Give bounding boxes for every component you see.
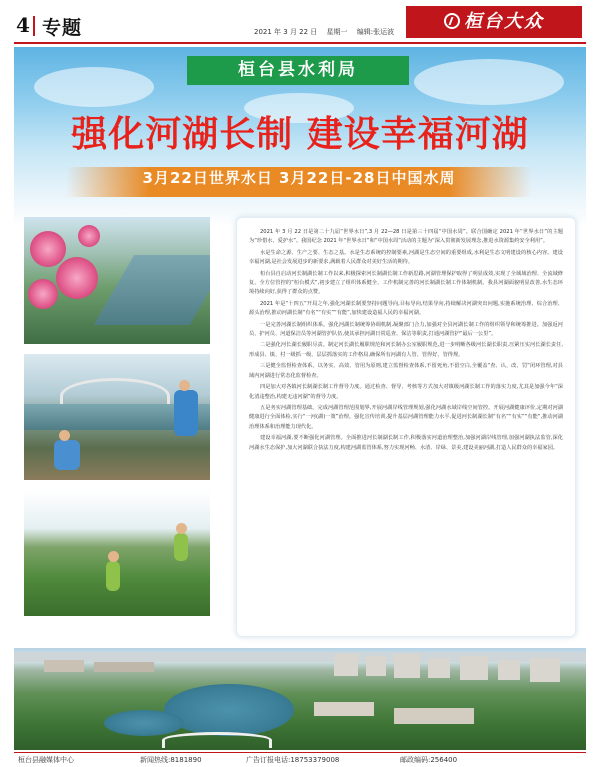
- page-footer: [14, 752, 586, 767]
- worker-figure: [54, 440, 80, 470]
- building-shape: [460, 656, 488, 680]
- bridge-shape: [162, 732, 272, 748]
- building-shape: [498, 660, 520, 680]
- footer-office: 桓台县融媒体中心: [18, 756, 74, 764]
- building-shape: [44, 660, 84, 672]
- building-shape: [394, 654, 420, 678]
- section-title: 专题: [42, 17, 83, 39]
- issue-date: 2021 年 3 月 22 日: [254, 28, 318, 36]
- article-paragraph: 2021 年 3 月 22 日是第二十九届“世界水日”,3 月 22—28 日是第三十四届“中国水周”。联合国确定 2021 年“世界水日”的主题为“珍惜水、爱护水”。我国纪念 2021 年“世界水日”和“中国水周”活动的主题为“深入贯彻新发展理念,推进水资源集约安全利用”。: [249, 229, 563, 245]
- header-rule: [14, 42, 586, 44]
- building-shape: [94, 662, 154, 672]
- footer-news-hotline: 新闻热线:8181890: [140, 756, 202, 764]
- newspaper-logo: [406, 6, 582, 38]
- header-divider: [33, 16, 35, 36]
- article-paragraph: 二是强化河长湖长履职尽责。制定河长湖长履职规范和河长制办公室履职规范,进一步明晰各级河长湖长职责,压紧压实河长湖长责任,形成县、镇、村一级抓一级、层层抓落实的工作格局,确保所有河湖有人管、管得好、管得规。: [249, 342, 563, 358]
- newspaper-name: 桓台大众: [464, 11, 544, 32]
- article-paragraph: 三是健全监督检查体系。以务实、高效、管用为原则,建立监督检查体系,不留死角,不留空白,全覆盖“查、认、改、罚”闭环管理,对县域内河湖进行常态化监督检查。: [249, 363, 563, 379]
- rose-shape: [78, 225, 100, 247]
- article-body: [236, 217, 576, 637]
- issue-info: [254, 27, 401, 37]
- building-shape: [428, 658, 450, 678]
- rose-shape: [30, 231, 66, 267]
- building-shape: [334, 654, 358, 676]
- article-paragraph: 五是务实河湖管理基础。完成河湖管理范围划界,开展河湖岸线管理规划,强化河湖水域岸线空间管控。开展河湖健康评价,定期对河湖健康进行全面体检,实行“一河(湖)一策”治理。强化宣传培训,提升基层河湖管理能力水平,促进河长制湖长制“有名”“有实”“有能”,推动河湖治理体系和治理能力现代化。: [249, 404, 563, 430]
- footer-postcode: 邮政编码:256400: [400, 756, 458, 764]
- photo-workers-cleaning-riverbank: [24, 354, 210, 480]
- worker-figure: [174, 533, 188, 561]
- photo-workers-on-green-riverbank: [24, 491, 210, 616]
- page-header: [0, 0, 600, 44]
- building-shape: [394, 708, 474, 724]
- photo-rose-by-river: [24, 217, 210, 344]
- building-shape: [366, 656, 386, 676]
- article-paragraph: 建设幸福河湖,要不断强化河湖管理。全面推进河长制湖长制工作,积极落实河道治理整治,加强河湖岸线管理,加强河湖执法监管,深化河湖水生态保护,加大河湖联合执法力度,构建河湖监管体系,努力实现河畅、水清、岸绿、景美,建设美丽河湖,打造人民群众的幸福家园。: [249, 435, 563, 451]
- article-paragraph: 水是生命之源、生产之要、生态之基。水是生态系统的控制要素,河湖是生态空间的重要组成,水利是生态文明建设的核心内容。建设幸福河湖,是社会发展进步的新要求,满载着人民群众对美好生活的期待。: [249, 249, 563, 266]
- building-shape: [314, 702, 374, 716]
- logo-mark-icon: [444, 13, 460, 29]
- footer-ad-hotline: 广告订报电话:18753379008: [246, 756, 340, 764]
- building-shape: [530, 658, 560, 682]
- article-paragraph: 2021 年是“十四五”开局之年,强化河湖长制要坚持问题导向,目标导向,结果导向,持续解决河湖突出问题,实施系统治理、综合治理、源头治理,推动河湖长制“有名”“有实”“有能”,加快建设造福人民的幸福河湖。: [249, 300, 563, 317]
- issue-weekday: 星期一: [326, 28, 348, 36]
- lake-shape: [104, 710, 184, 736]
- subheadline: 3月22日世界水日 3月22日-28日中国水周: [66, 167, 532, 197]
- agency-label: 桓台县水利局: [187, 56, 409, 85]
- article-paragraph: 桓台县自启动河长制湖长制工作以来,积极探索河长制湖长制工作新思路,河湖管理保护取得了明显成效,实现了全域域治理、全流域修复、全方位管控的“桓台模式”,初步建立了组织体系健全、工作机制完善的河长制湖长制工作体制机制。我县河湖面貌明显改善,水生态环境持续向好,获得了群众的点赞。: [249, 270, 563, 296]
- cloud-decoration: [414, 59, 564, 105]
- photo-aerial-view-of-lake-and-city: [14, 648, 586, 750]
- lake-shape: [164, 684, 294, 736]
- worker-figure: [106, 561, 120, 591]
- cloud-decoration: [34, 67, 154, 107]
- rose-shape: [56, 257, 98, 299]
- article-paragraph: 四是加大对各镇河长制湖长制工作督导力度。通过检查、督导、考核等方式加大对镇级河湖长制工作的落实力度,尤其是加强今年“深化清违整治,构建无违河湖”的督导力度。: [249, 384, 563, 400]
- worker-figure: [174, 390, 198, 436]
- headline: 强化河湖长制 建设幸福河湖: [71, 114, 529, 155]
- editor-credit: 编辑:张运波: [356, 28, 395, 36]
- rose-shape: [28, 279, 58, 309]
- article-paragraph: 一是完善河湖长制组织体系。强化河湖长制统筹协调机制,凝聚部门合力,加强对全县河湖长制工作的组织领导和统筹推进。加强返河员、护河员、河道保洁员等河湖管护队伍,使其承担河湖日常巡查、保洁等职责,打通河湖管护“最后一公里”。: [249, 321, 563, 338]
- feature-banner: [14, 47, 586, 647]
- river-shape: [94, 255, 210, 325]
- page-number: 4: [16, 13, 30, 37]
